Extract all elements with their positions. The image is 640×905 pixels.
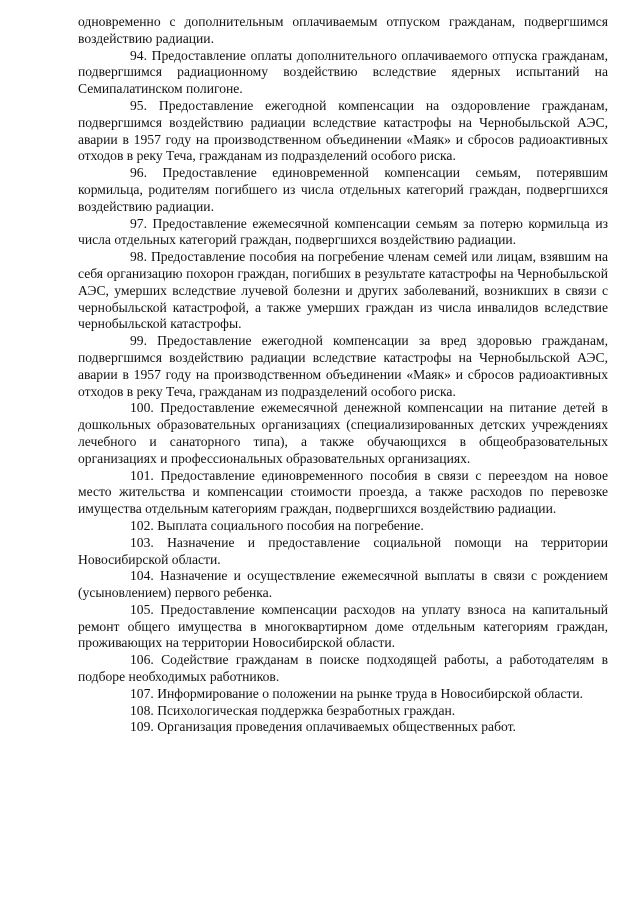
item-number: 105.: [130, 601, 154, 617]
paragraph-item-103: [78, 535, 608, 569]
paragraph-item-106: [78, 652, 608, 686]
paragraph-item-104: [78, 568, 608, 602]
item-number: 103.: [130, 534, 154, 550]
paragraph-item-94: [78, 48, 608, 98]
paragraph-item-105: [78, 602, 608, 652]
item-number: 96.: [130, 165, 147, 181]
paragraph-text: одновременно с дополнительным оплачиваемым отпуском гражданам, подвергшимся воздействию радиации.: [78, 14, 608, 46]
paragraph-text: Предоставление единовременного пособия в связи с переездом на новое место жительства и компенсации стоимости проезда, а также расходов по перевозке имущества отдельным категориям граждан, подвергшихся воздействию радиации.: [78, 467, 608, 517]
paragraph-item-107: [78, 686, 608, 703]
item-number: 100.: [130, 400, 154, 416]
item-number: 94.: [130, 47, 147, 63]
paragraph-item-97: [78, 216, 608, 250]
paragraph-text: Назначение и осуществление ежемесячной выплаты в связи с рождением (усыновлением) первого ребенка.: [78, 568, 608, 601]
paragraph-text: Информирование о положении на рынке труда в Новосибирской области.: [157, 685, 584, 701]
item-number: 107.: [130, 685, 154, 701]
paragraph-text: Предоставление ежегодной компенсации на оздоровление гражданам, подвергшимся воздействию радиации вследствие катастрофы на Чернобыльской АЭС, аварии в 1957 году на производственном объединении «Маяк» и сбросов радиоактивных отходов в реку Теча, гражданам из подразделений особого риска.: [78, 97, 608, 164]
paragraph-text: Предоставление пособия на погребение членам семей или лицам, взявшим на себя организацию похорон граждан, погибших в результате катастрофы на Чернобыльской АЭС, умерших вследствие лучевой болезни и других заболеваний, возникших в связи с чернобыльской катастрофой, а также умерших граждан из числа инвалидов вследствие чернобыльской катастрофы.: [78, 249, 608, 332]
paragraph-item-101: [78, 468, 608, 518]
paragraph-item-108: [78, 703, 608, 720]
paragraph-item-98: [78, 249, 608, 333]
item-number: 98.: [130, 249, 147, 265]
paragraph-text: Психологическая поддержка безработных граждан.: [157, 702, 456, 718]
paragraph-text: Организация проведения оплачиваемых общественных работ.: [157, 719, 516, 735]
paragraph-item-100: [78, 400, 608, 467]
item-number: 99.: [130, 333, 147, 349]
paragraph-item-95: [78, 98, 608, 165]
paragraph-text: Предоставление ежемесячной денежной компенсации на питание детей в дошкольных образовательных организациях (специализированных детских учреждениях лечебного и санаторного типа), а также обучающихся в общеобразовательных организациях и профессиональных образовательных организациях.: [78, 400, 608, 466]
paragraph-item-99: [78, 333, 608, 400]
paragraph-text: Выплата социального пособия на погребение.: [157, 517, 424, 533]
paragraph-text: Предоставление ежегодной компенсации за вред здоровью гражданам, подвергшимся воздействию радиации вследствие катастрофы на Чернобыльской АЭС, аварии в 1957 году на производственном объединении «Маяк» и сбросов радиоактивных отходов в реку Теча, гражданам из подразделений особого риска.: [78, 333, 608, 399]
item-number: 104.: [130, 568, 154, 584]
paragraph-text: Назначение и предоставление социальной помощи на территории Новосибирской области.: [78, 534, 608, 567]
item-number: 101.: [130, 467, 154, 483]
paragraph-text: Предоставление ежемесячной компенсации семьям за потерю кормильца из числа отдельных категорий граждан, подвергшихся воздействию радиации.: [78, 215, 608, 248]
item-number: 95.: [130, 97, 147, 113]
item-number: 109.: [130, 719, 154, 735]
item-number: 106.: [130, 652, 154, 668]
item-number: 97.: [130, 215, 147, 231]
paragraph-continuation: [78, 14, 608, 48]
document-page: [78, 14, 608, 736]
paragraph-text: Предоставление оплаты дополнительного оплачиваемого отпуска гражданам, подвергшимся радиационному воздействию вследствие ядерных испытаний на Семипалатинском полигоне.: [78, 47, 608, 97]
paragraph-item-96: [78, 165, 608, 215]
paragraph-text: Содействие гражданам в поиске подходящей работы, а работодателям в подборе необходимых работников.: [78, 652, 608, 685]
paragraph-item-102: [78, 518, 608, 535]
paragraph-item-109: [78, 719, 608, 736]
paragraph-text: Предоставление компенсации расходов на уплату взноса на капитальный ремонт общего имущества в многоквартирном доме отдельным категориям граждан, проживающих на территории Новосибирской области.: [78, 601, 608, 651]
item-number: 108.: [130, 702, 154, 718]
paragraph-text: Предоставление единовременной компенсации семьям, потерявшим кормильца, родителям погибшего из числа отдельных категорий граждан, подвергшихся воздействию радиации.: [78, 165, 608, 214]
item-number: 102.: [130, 517, 154, 533]
